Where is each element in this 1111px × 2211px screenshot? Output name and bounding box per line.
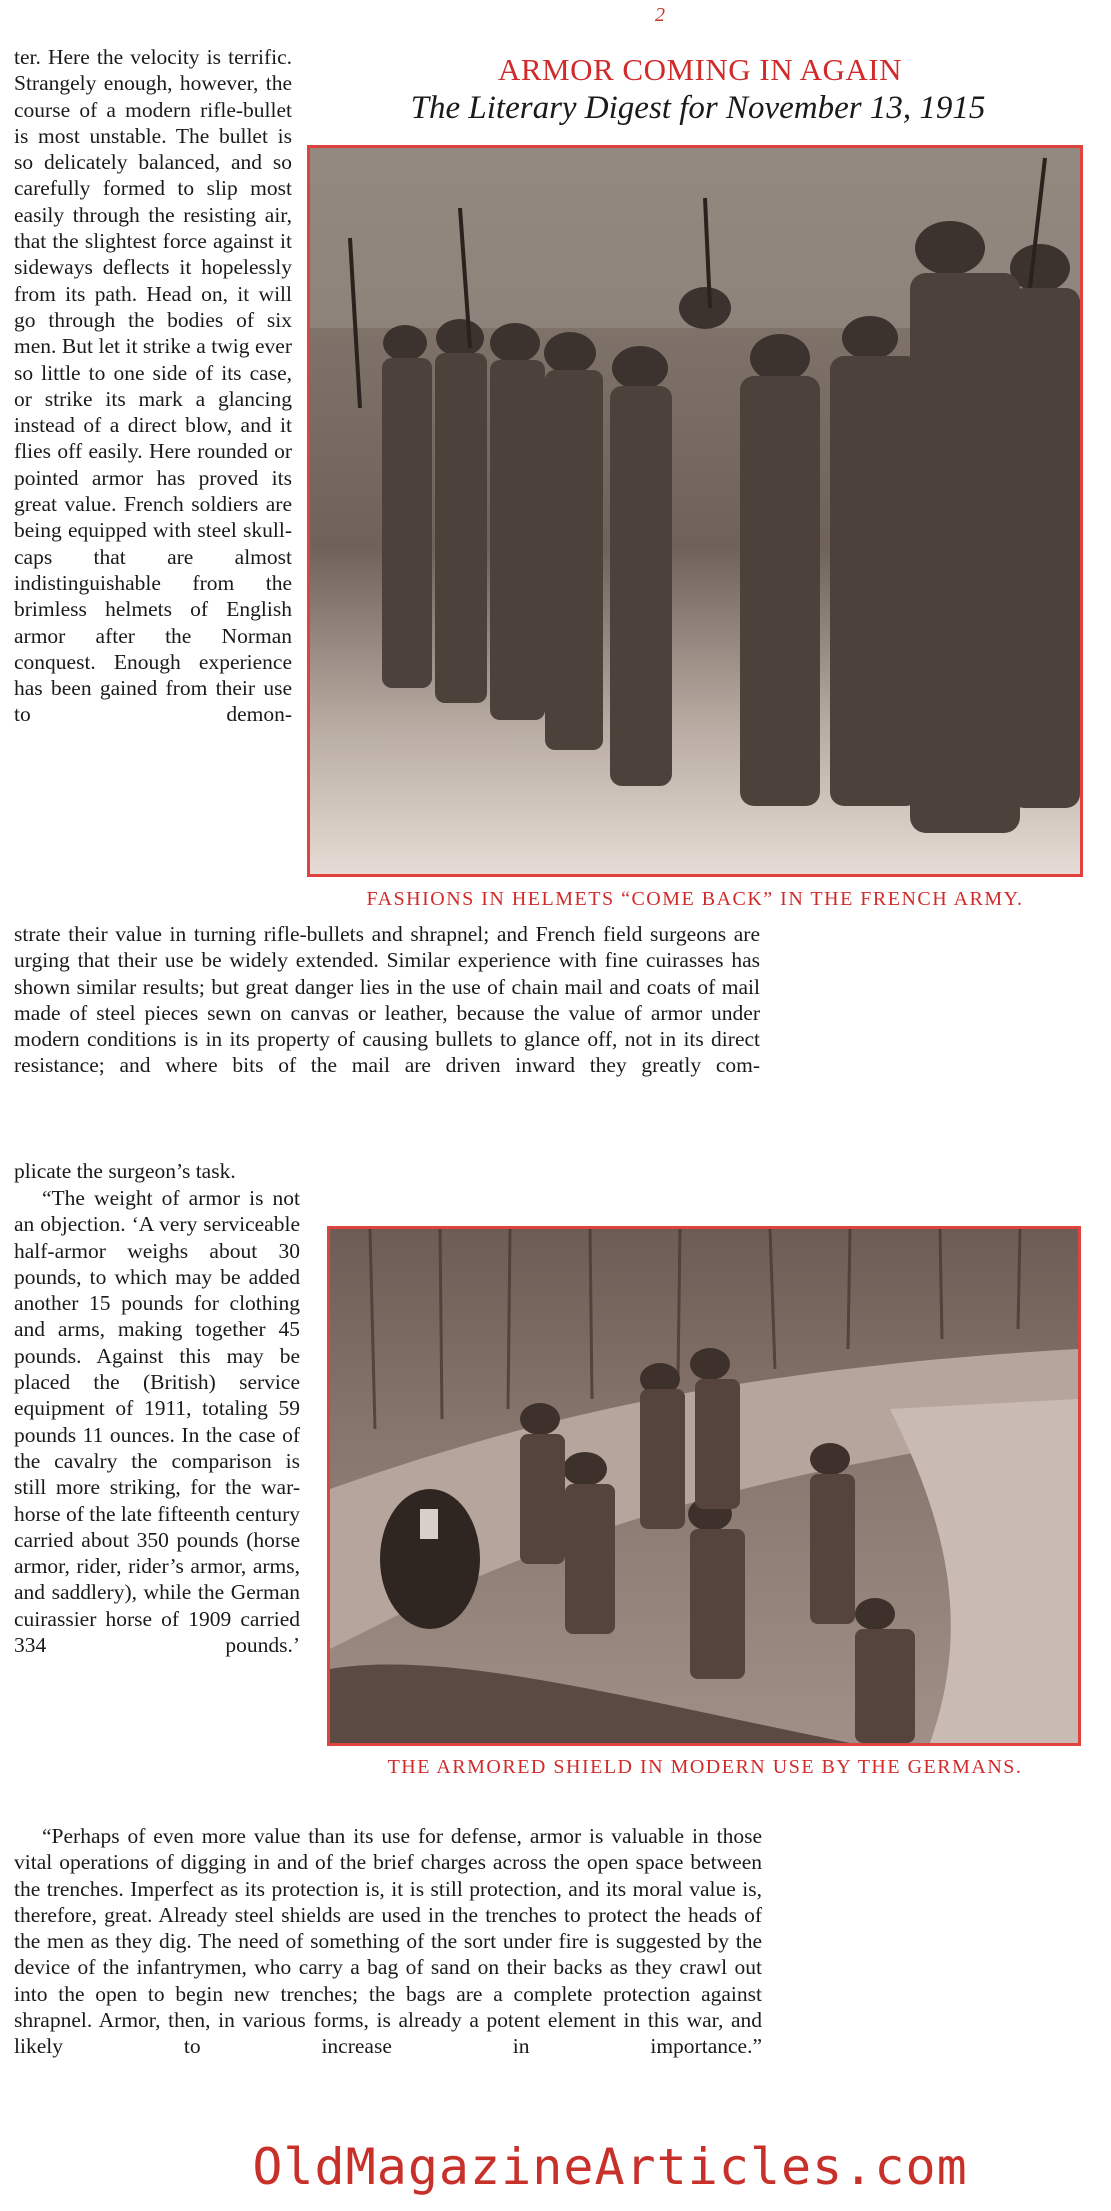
photo-german-shield-caption: THE ARMORED SHIELD IN MODERN USE BY THE GERMANS. (387, 1756, 1023, 1778)
subheadline: The Literary Digest for November 13, 1915 (410, 90, 986, 126)
photo-german-shield (327, 1226, 1081, 1746)
photo-french-helmets-image (310, 148, 1080, 874)
article-wide-middle: strate their value in turning rifle-bullets and shrapnel; and French field surgeons are urging that their use be widely extended. Similar experience with fine cuirasses has shown similar results; but great danger lies in the use of chain mail and coats of mail made of steel pieces sewn on canvas or leather, because the value of armor under modern conditions is in its property of causing bullets to glance off, not in its direct resistance; and where bits of the mail are driven inward they greatly com- (14, 922, 760, 1078)
article-column-middle-start: plicate the surgeon’s task. (14, 1159, 236, 1183)
photo-french-helmets (307, 145, 1083, 877)
article-column-top: ter. Here the velocity is terrific. Strangely enough, however, the course of a modern rifle-bullet is most unstable. The bullet is so delicately balanced, and so carefully formed to slip most easily through the resisting air, that the slightest force against it sideways deflects it hopelessly from its path. Head on, it will go through the bodies of six men. But let it strike a twig ever so little to one side of its case, or strike its mark a glancing instead of a direct blow, and it flies off easily. Here rounded or pointed armor has proved its great value. French soldiers are being equipped with steel skull-caps that are almost indistinguishable from the brimless helmets of English armor after the Norman conquest. Enough experience has been gained from their use to demon- (14, 45, 292, 727)
page-number: 2 (655, 4, 665, 26)
photo-french-helmets-caption: FASHIONS IN HELMETS “COME BACK” IN THE FRENCH ARMY. (366, 888, 1024, 910)
site-brand[interactable]: OldMagazineArticles.com (252, 2138, 968, 2196)
headline: ARMOR COMING IN AGAIN (497, 52, 903, 87)
photo-german-shield-image (330, 1229, 1078, 1743)
article-wide-bottom: “Perhaps of even more value than its use for defense, armor is valuable in those vital operations of digging in and of the brief charges across the open space between the trenches. Imperfect as its protection is, it is still protection, and its moral value is, therefore, great. Already steel shields are used in the trenches to protect the heads of the men as they dig. The need of something of the sort under fire is suggested by the device of the infantrymen, who carry a bag of sand on their backs as they crawl out into the open to begin new trenches; the bags are a complete protection against shrapnel. Armor, then, in various forms, is already a potent element in this war, and likely to increase in importance.” (14, 1824, 762, 2059)
article-column-middle: “The weight of armor is not an objection. ‘A very serviceable half-armor weighs about 30 pounds, to which may be added another 15 pounds for clothing and arms, making together 45 pounds. Against this may be placed the (British) service equipment of 1911, totaling 59 pounds 11 ounces. In the case of the cavalry the comparison is still more striking, for the war-horse of the late fifteenth century carried about 350 pounds (horse armor, rider, rider’s armor, arms, and saddlery), while the German cuirassier horse of 1909 carried 334 pounds.’ (14, 1186, 300, 1658)
